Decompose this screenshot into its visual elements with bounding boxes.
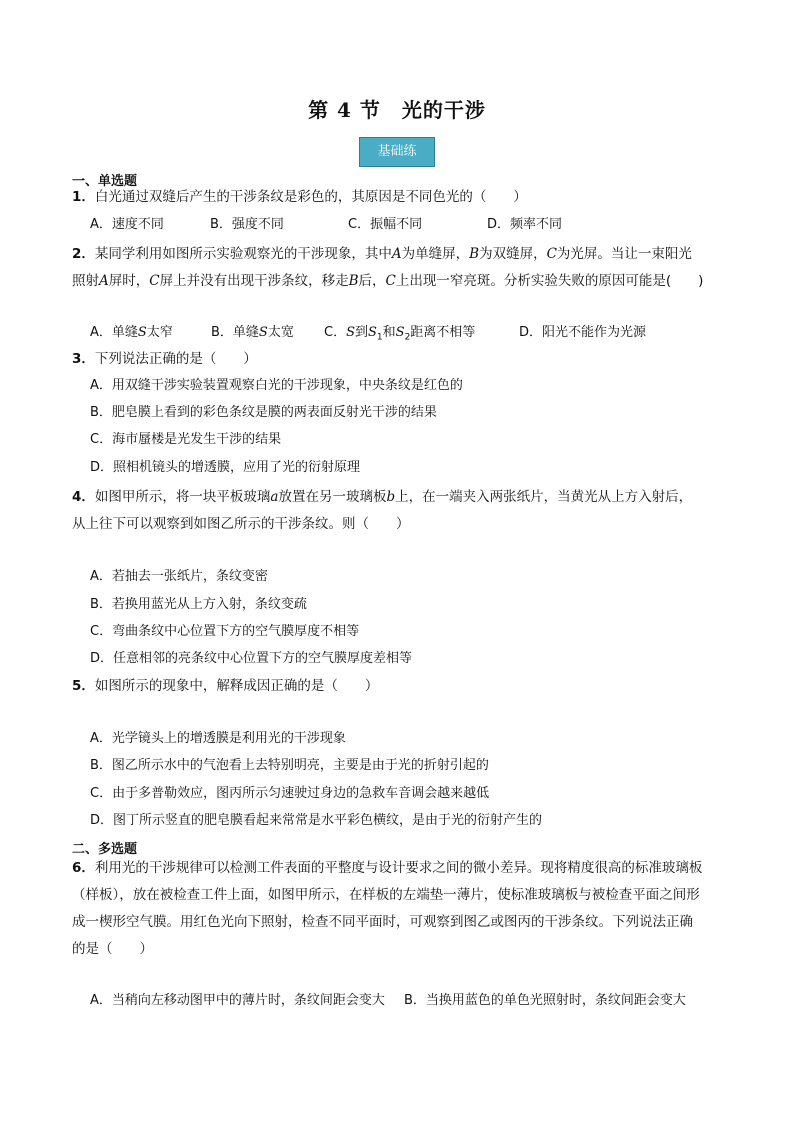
q2-var-b: B <box>469 246 480 262</box>
option-label: A．单缝 <box>90 325 138 340</box>
question-4-line-2: 从上往下可以观察到如图乙所示的干涉条纹。则（ ） <box>72 516 410 532</box>
subscript: 2 <box>404 332 411 343</box>
section-single-choice: 一、单选题 <box>72 174 138 189</box>
q2-var-c: C <box>149 273 160 289</box>
q2-var-a: A <box>99 273 109 289</box>
question-3 <box>72 349 257 369</box>
question-6-line-4: 的是（ ） <box>72 941 153 957</box>
q3-option-b: B．肥皂膜上看到的彩色条纹是膜的两表面反射光干涉的结果 <box>90 405 437 420</box>
question-6-line-2: （样板），放在被检查工件上面，如图甲所示，在样板的左端垫一薄片，使标准玻璃板与被检查平面之间形 <box>72 887 700 903</box>
q4-text-part: 放置在另一玻璃板 <box>278 489 387 505</box>
q2-text-part: 屏时， <box>108 273 150 289</box>
question-6-line-3: 成一楔形空气膜。用红色光向下照射，检查不同平面时，可观察到图乙或图丙的干涉条纹。下列说法正确 <box>72 914 693 930</box>
q2-text-part: 为单缝屏， <box>401 246 470 262</box>
q3-option-a: A．用双缝干涉实验装置观察白光的干涉现象，中央条纹是红色的 <box>90 378 463 393</box>
var-s2: S <box>395 325 405 340</box>
q2-text-part: 某同学利用如图所示实验观察光的干涉现象，其中 <box>94 246 392 262</box>
question-number: 2． <box>72 246 95 262</box>
q2-text-part: 照射 <box>72 273 99 289</box>
q6-option-b: B．当换用蓝色的单色光照射时，条纹间距会变大 <box>404 993 686 1008</box>
q2-var-a: A <box>391 246 402 262</box>
q2-text-part: 屏上并没有出现干涉条纹，移走 <box>159 273 349 289</box>
question-6-line-1 <box>72 856 702 876</box>
q5-option-a: A．光学镜头上的增透膜是利用光的干涉现象 <box>90 731 346 746</box>
question-1 <box>72 187 527 207</box>
q1-option-d: D．频率不同 <box>487 217 563 232</box>
question-2-line-1 <box>72 242 692 262</box>
question-4-line-1 <box>72 485 692 505</box>
q2-var-b: B <box>348 273 359 289</box>
question-number: 4． <box>72 489 95 505</box>
q4-option-a: A．若抽去一张纸片，条纹变密 <box>90 569 268 584</box>
q2-text-part: 为光屏。当让一束阳光 <box>556 246 692 262</box>
section-multi-choice: 二、多选题 <box>72 842 138 857</box>
question-5 <box>72 676 378 696</box>
q4-option-c: C．弯曲条纹中心位置下方的空气膜厚度不相等 <box>90 624 360 639</box>
q2-text-part: 上出现一窄亮斑。分析实验失败的原因可能是( ) <box>395 273 704 289</box>
option-label: B．单缝 <box>211 325 259 340</box>
option-text: 太宽 <box>267 325 294 340</box>
q4-var-a: a <box>270 489 279 505</box>
level-badge: 基础练 <box>359 137 435 167</box>
q5-option-c: C．由于多普勒效应，图丙所示匀速驶过身边的急救车音调会越来越低 <box>90 786 490 801</box>
q4-text-part: 如图甲所示，将一块平板玻璃 <box>94 489 271 505</box>
question-text: 下列说法正确的是（ ） <box>94 351 257 367</box>
q2-text-part: 后， <box>358 273 386 289</box>
page-title: 第 4 节 光的干涉 <box>308 98 486 122</box>
question-2-line-2 <box>72 269 703 289</box>
q5-option-b: B．图乙所示水中的气泡看上去特别明亮，主要是由于光的折射引起的 <box>90 758 489 773</box>
q1-option-a: A．速度不同 <box>90 217 164 232</box>
option-text: 距离不相等 <box>410 325 476 340</box>
q1-option-c: C．振幅不同 <box>348 217 423 232</box>
q2-option-c <box>324 323 475 348</box>
q1-option-b: B．强度不同 <box>210 217 284 232</box>
q2-option-b <box>211 323 294 343</box>
q2-option-d: D．阳光不能作为光源 <box>519 325 647 340</box>
var-s1: S <box>368 325 377 340</box>
q2-text-part: 为双缝屏， <box>479 246 547 262</box>
option-text: 太窄 <box>146 325 173 340</box>
question-number: 3． <box>72 351 95 367</box>
q3-option-d: D．照相机镜头的增透膜，应用了光的衍射原理 <box>90 460 361 475</box>
question-text: 如图所示的现象中，解释成因正确的是（ ） <box>94 678 379 694</box>
var-s: S <box>137 325 147 340</box>
question-number: 6． <box>72 860 95 876</box>
question-number: 1． <box>72 189 95 205</box>
q2-var-c: C <box>385 273 396 289</box>
q6-option-a: A．当稍向左移动图甲中的薄片时，条纹间距会变大 <box>90 993 385 1008</box>
option-text: 到 <box>354 325 368 340</box>
q5-option-d: D．图丁所示竖直的肥皂膜看起来常常是水平彩色横纹，是由于光的衍射产生的 <box>90 813 543 828</box>
var-s: S <box>258 325 268 340</box>
question-text: 白光通过双缝后产生的干涉条纹是彩色的，其原因是不同色光的（ ） <box>94 189 527 205</box>
q3-option-c: C．海市蜃楼是光发生干涉的结果 <box>90 432 282 447</box>
q2-var-c: C <box>546 246 557 262</box>
option-text: 和 <box>382 325 396 340</box>
subscript: 1 <box>376 332 383 343</box>
q6-text-part: 利用光的干涉规律可以检测工件表面的平整度与设计要求之间的微小差异。现将精度很高的标准玻璃板 <box>94 860 703 876</box>
q4-text-part: 上，在一端夹入两张纸片，当黄光从上方入射后， <box>395 489 693 505</box>
q4-option-d: D．任意相邻的亮条纹中心位置下方的空气膜厚度差相等 <box>90 651 413 666</box>
question-number: 5． <box>72 678 95 694</box>
q2-option-a <box>90 323 173 343</box>
option-label: C． <box>324 325 347 340</box>
q4-var-b: b <box>386 489 396 505</box>
q4-option-b: B．若换用蓝光从上方入射，条纹变疏 <box>90 597 307 612</box>
var-s: S <box>346 325 355 340</box>
